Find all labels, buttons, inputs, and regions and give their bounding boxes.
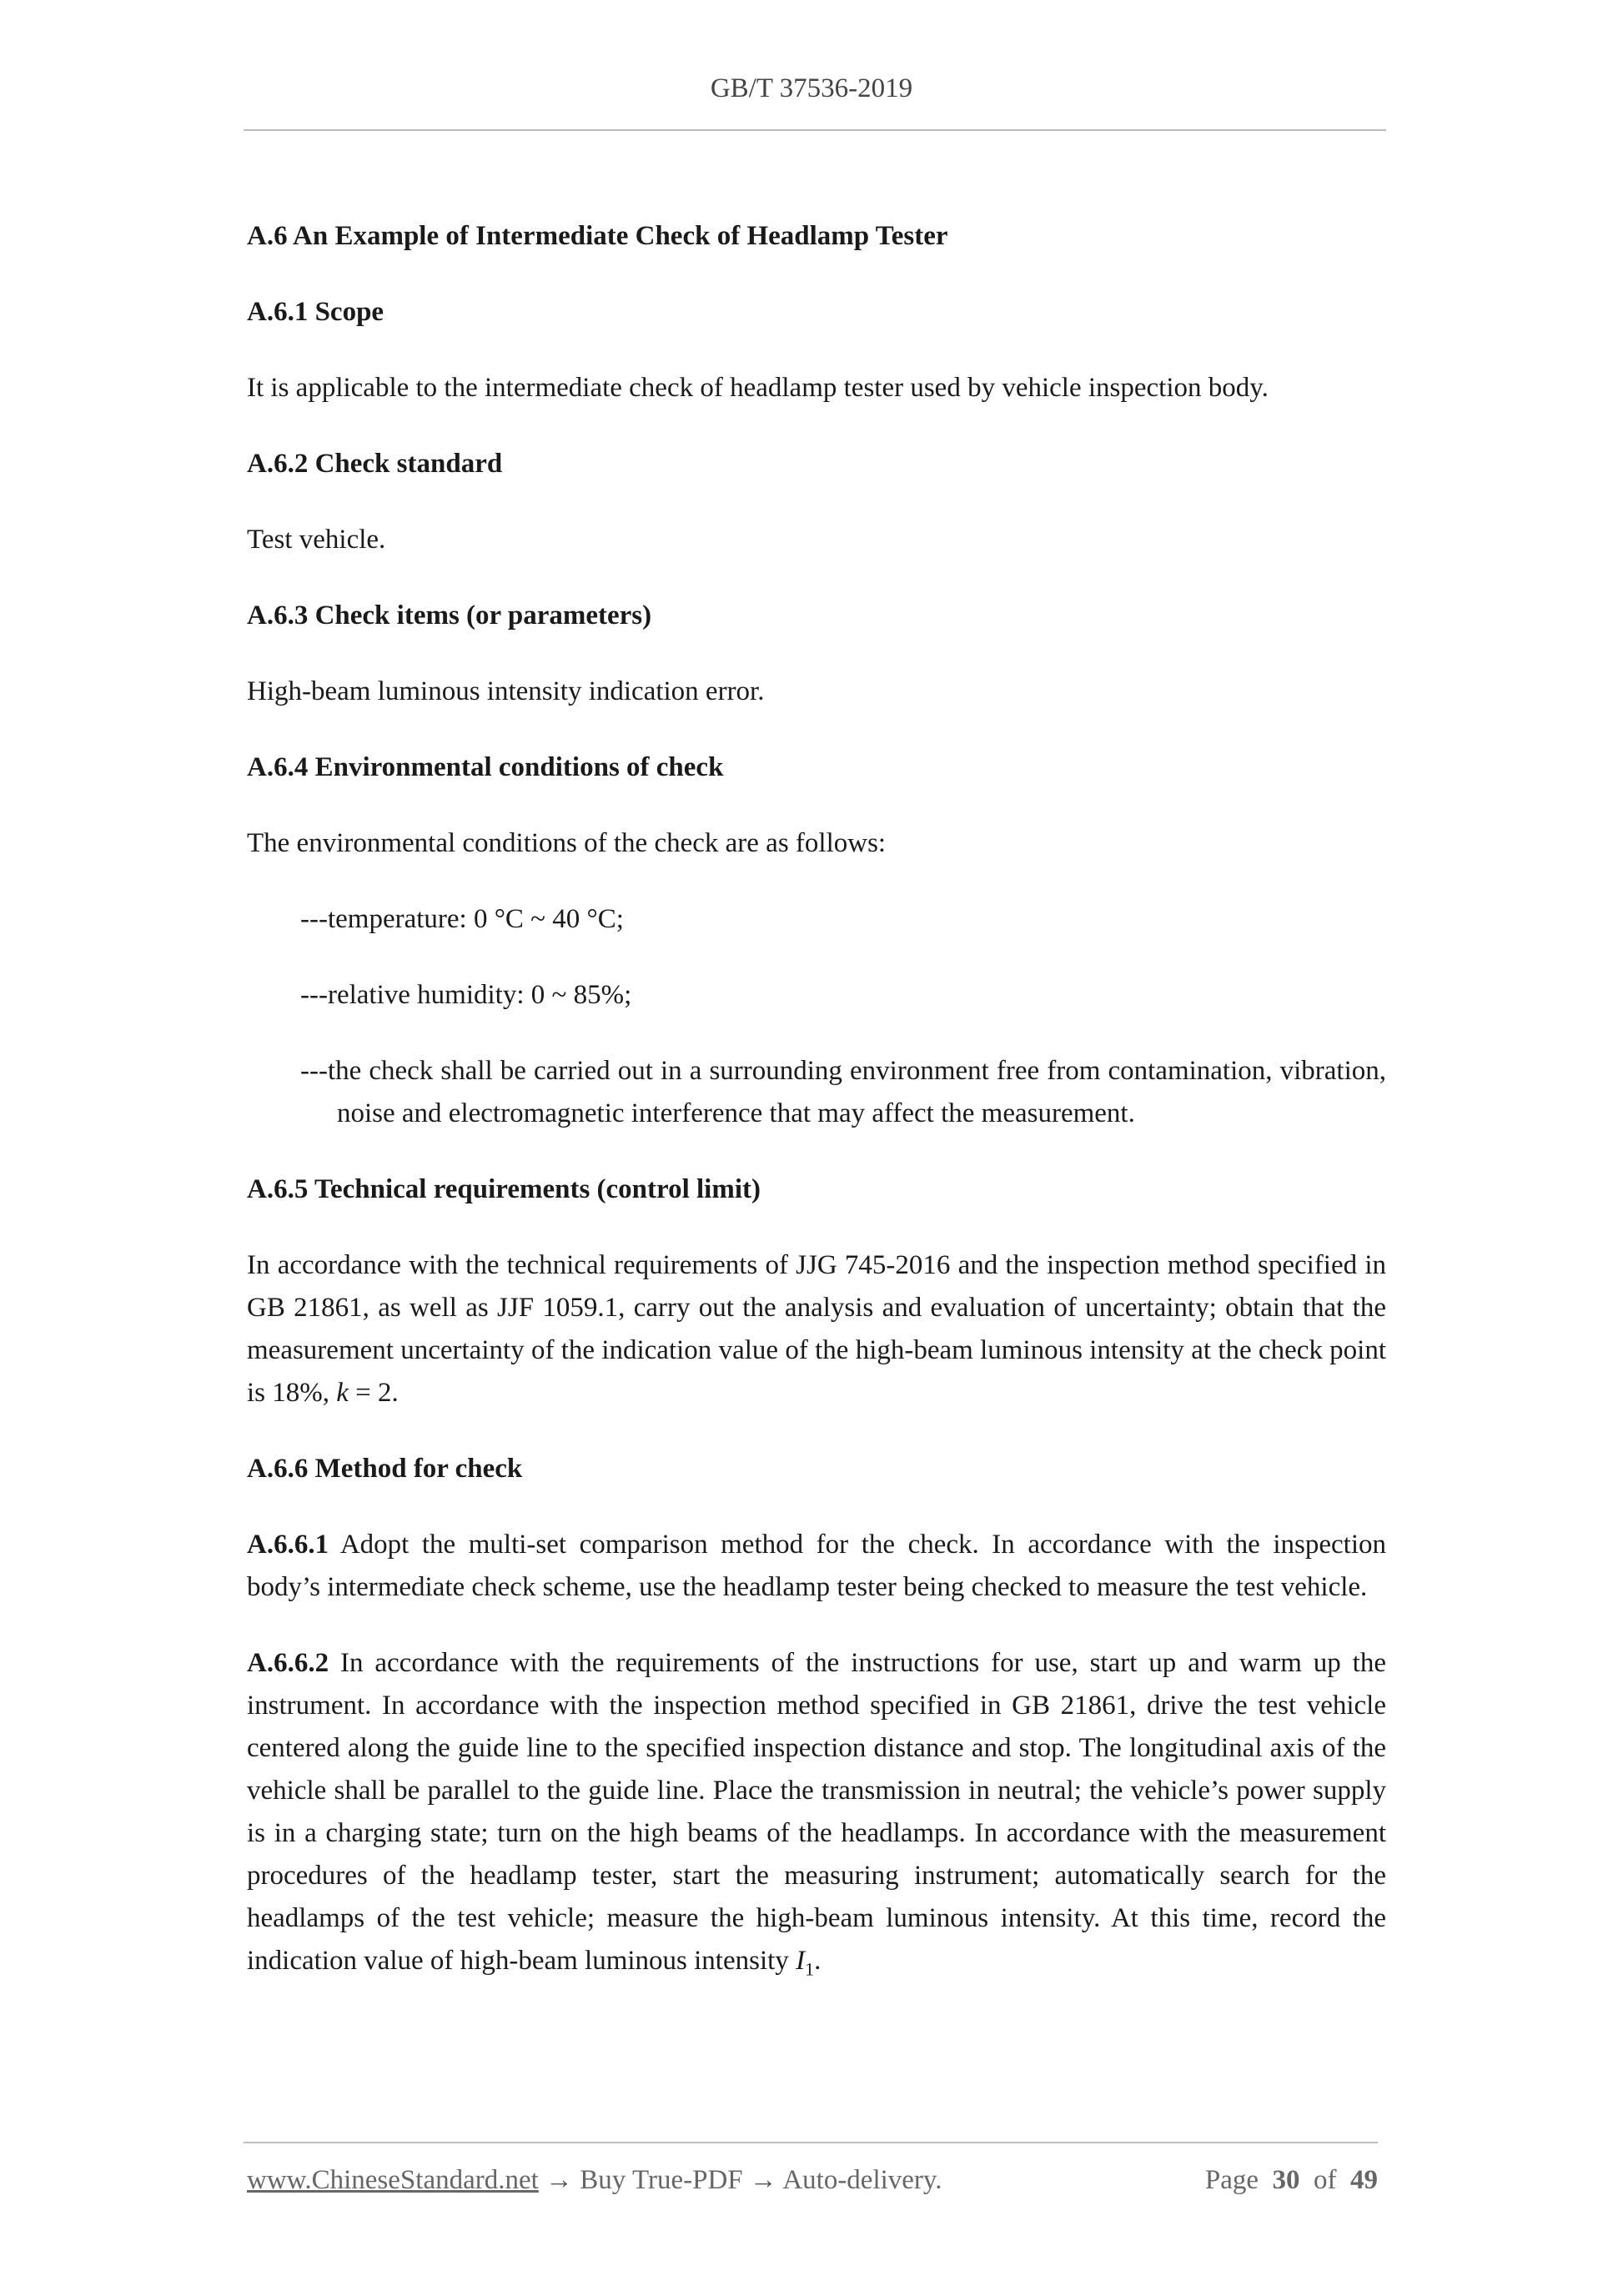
section-a63-title: A.6.3 Check items (or parameters) bbox=[247, 600, 652, 631]
section-a65-text bbox=[247, 1244, 1386, 1414]
section-a61-title: A.6.1 Scope bbox=[247, 297, 384, 327]
page-header: GB/T 37536-2019 bbox=[710, 73, 913, 103]
a661-number: A.6.6.1 bbox=[247, 1530, 329, 1560]
arrow-right-icon: → bbox=[749, 2165, 777, 2195]
a662-subscript: 1 bbox=[805, 1958, 815, 1980]
section-a65-title: A.6.5 Technical requirements (control limit) bbox=[247, 1174, 761, 1204]
page-number bbox=[1205, 2165, 1378, 2196]
section-a66-title: A.6.6 Method for check bbox=[247, 1454, 523, 1484]
delivery-text: Auto-delivery. bbox=[782, 2165, 942, 2195]
page-label: Page bbox=[1204, 2165, 1259, 2195]
footer-divider bbox=[244, 2142, 1378, 2143]
a65-k-variable: k bbox=[336, 1378, 349, 1408]
page-content bbox=[247, 215, 1386, 2024]
site-link[interactable]: www.ChineseStandard.net bbox=[247, 2165, 539, 2195]
section-a64-title: A.6.4 Environmental conditions of check bbox=[247, 752, 724, 782]
section-a6-title: A.6 An Example of Intermediate Check of Headlamp Tester bbox=[247, 221, 948, 251]
list-item-temperature: ---temperature: 0 °C ~ 40 °C; bbox=[300, 904, 624, 934]
a65-text-end: = 2. bbox=[348, 1378, 399, 1408]
header-divider bbox=[244, 129, 1386, 131]
of-label: of bbox=[1314, 2165, 1337, 2195]
a662-variable: I bbox=[796, 1946, 806, 1976]
section-a62-text: Test vehicle. bbox=[247, 525, 386, 555]
footer-left bbox=[247, 2165, 942, 2196]
current-page: 30 bbox=[1272, 2165, 1300, 2195]
list-item-humidity: ---relative humidity: 0 ~ 85%; bbox=[300, 980, 632, 1010]
buy-text: Buy True-PDF bbox=[580, 2165, 743, 2195]
a662-number: A.6.6.2 bbox=[247, 1648, 329, 1678]
section-a661-text bbox=[247, 1524, 1386, 1609]
section-a662-text bbox=[247, 1642, 1386, 1991]
a65-text-main: In accordance with the technical requirements of JJG 745-2016 and the inspection method specified in GB 21861, as well as JJF 1059.1, carry out the analysis and evaluation of uncertainty; obtain that the measurement uncertainty of the indication value of the high-beam luminous intensity at the check point is 18%, bbox=[247, 1250, 1386, 1408]
section-a61-text: It is applicable to the intermediate check of headlamp tester used by vehicle inspection body. bbox=[247, 373, 1269, 403]
list-item-environment: ---the check shall be carried out in a surrounding environment free from contamination, vibration, noise and electromagnetic interference that may affect the measurement. bbox=[300, 1056, 1386, 1128]
a662-body: In accordance with the requirements of the instructions for use, start up and warm up the instrument. In accordance with the inspection method specified in GB 21861, drive the test vehicle centered along the guide line to the specified inspection distance and stop. The longitudinal axis of the vehicle shall be parallel to the guide line. Place the transmission in neutral; the vehicle’s power supply is in a charging state; turn on the high beams of the headlamps. In accordance with the measurement procedures of the headlamp tester, start the measuring instrument; automatically search for the headlamps of the test vehicle; measure the high-beam luminous intensity. At this time, record the indication value of high-beam luminous intensity bbox=[247, 1648, 1386, 1976]
arrow-right-icon: → bbox=[545, 2165, 574, 2195]
total-pages: 49 bbox=[1350, 2165, 1378, 2195]
section-a62-title: A.6.2 Check standard bbox=[247, 449, 503, 479]
section-a64-text: The environmental conditions of the check are as follows: bbox=[247, 828, 887, 858]
a662-end: . bbox=[814, 1946, 822, 1976]
a661-body: Adopt the multi-set comparison method for the check. In accordance with the inspection body’s intermediate check scheme, use the headlamp tester being checked to measure the test vehicle. bbox=[247, 1530, 1386, 1602]
section-a63-text: High-beam luminous intensity indication error. bbox=[247, 676, 765, 706]
